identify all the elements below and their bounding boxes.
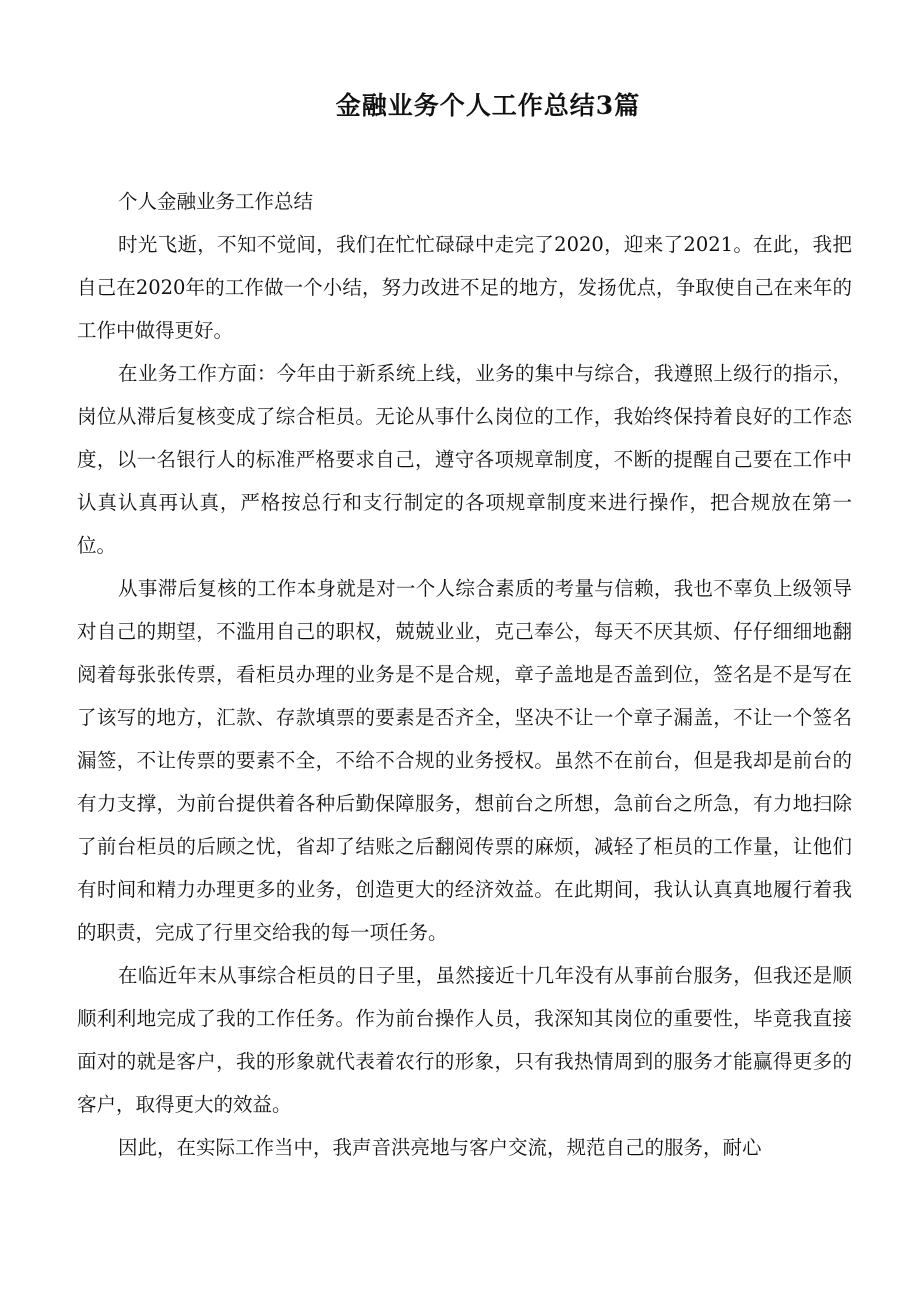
paragraph-business-work: 在业务工作方面：今年由于新系统上线，业务的集中与综合，我遵照上级行的指示，岗位从滞后复核变成了综合柜员。无论从事什么岗位的工作，我始终保持着良好的工作态度，以一名银行人的标准严格要求自己，遵守各项规章制度，不断的提醒自己要在工作中认真认真再认真，严格按总行和支行制定的各项规章制度来进行操作，把合规放在第一位。 <box>77 362 852 557</box>
paragraph-service: 因此，在实际工作当中，我声音洪亮地与客户交流，规范自己的服务，耐心 <box>118 1136 762 1159</box>
paragraph-review-work: 从事滞后复核的工作本身就是对一个人综合素质的考量与信赖，我也不辜负上级领导对自己的期望，不滥用自己的职权，兢兢业业，克己奉公，每天不厌其烦、仔仔细细地翻阅着每张张传票，看柜员办理的业务是不是合规，章子盖地是否盖到位，签名是不是写在了该写的地方，汇款、存款填票的要素是否齐全，坚决不让一个章子漏盖，不让一个签名漏签，不让传票的要素不全，不给不合规的业务授权。虽然不在前台，但是我却是前台的有力支撑，为前台提供着各种后勤保障服务，想前台之所想，急前台之所急，有力地扫除了前台柜员的后顾之忧，省却了结账之后翻阅传票的麻烦，减轻了柜员的工作量，让他们有时间和精力办理更多的业务，创造更大的经济效益。在此期间，我认认真真地履行着我的职责，完成了行里交给我的每一项任务。 <box>77 577 852 944</box>
paragraph-intro: 时光飞逝，不知不觉间，我们在忙忙碌碌中走完了2020，迎来了2021。在此，我把自己在2020年的工作做一个小结，努力改进不足的地方，发扬优点，争取使自己在来年的工作中做得更好。 <box>77 233 852 342</box>
paragraph-teller-work: 在临近年末从事综合柜员的日子里，虽然接近十几年没有从事前台服务，但我还是顺顺利利地完成了我的工作任务。作为前台操作人员，我深知其岗位的重要性，毕竟我直接面对的就是客户，我的形象就代表着农行的形象，只有我热情周到的服务才能赢得更多的客户，取得更大的效益。 <box>77 964 852 1116</box>
document-title: 金融业务个人工作总结3篇 <box>335 91 641 120</box>
section-heading: 个人金融业务工作总结 <box>118 190 314 213</box>
document-body <box>77 180 852 1169</box>
